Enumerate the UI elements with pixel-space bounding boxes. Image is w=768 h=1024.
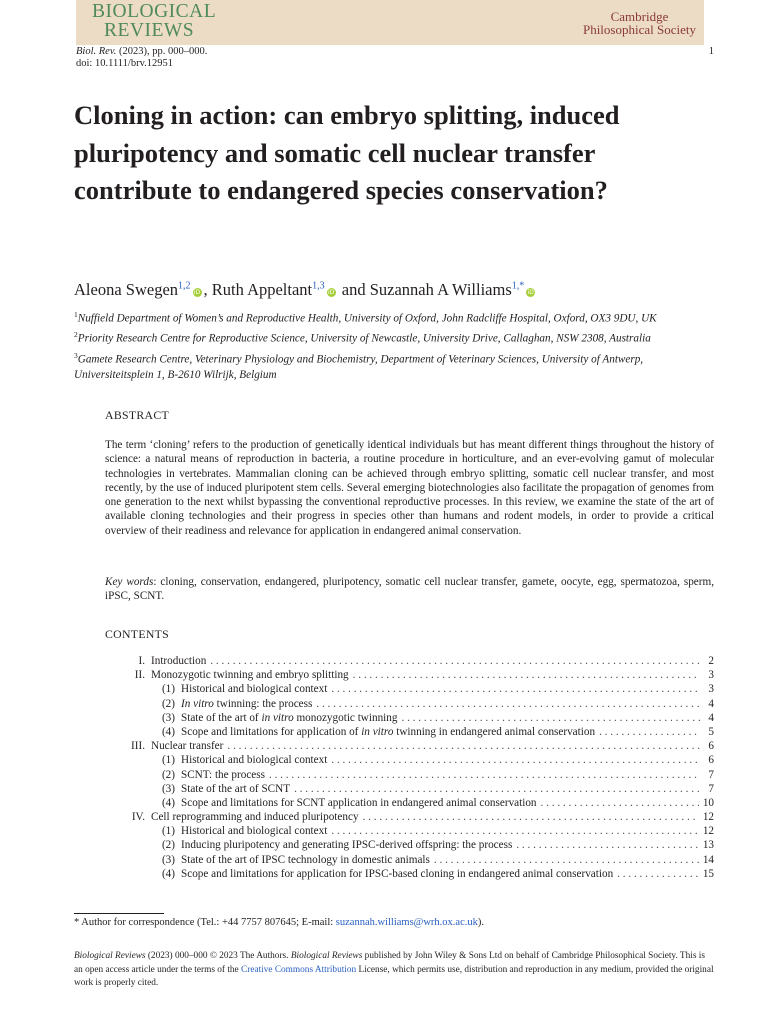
journal-logo[interactable] <box>92 2 216 40</box>
toc-leader-dots <box>210 654 700 668</box>
toc-entry-number: (3) <box>161 782 175 795</box>
toc-leader-dots <box>353 668 700 682</box>
toc-entry-title-part: Monozygotic twinning and embryo splitting <box>151 669 349 682</box>
toc-entry-number: (2) <box>161 697 175 710</box>
footnote-text: * Author for correspondence (Tel.: +44 7757 807645; E-mail: <box>74 917 336 928</box>
orcid-icon[interactable]: iD <box>527 289 534 296</box>
license-journal: Biological Reviews <box>74 951 146 961</box>
society-name-line2: Philosophical Society <box>582 22 696 37</box>
journal-banner <box>76 0 704 45</box>
toc-entry[interactable] <box>105 838 714 852</box>
affiliation-number: 3 <box>74 350 78 360</box>
toc-entry[interactable] <box>105 867 714 881</box>
abstract-heading: ABSTRACT <box>105 408 170 422</box>
toc-leader-dots <box>401 711 700 725</box>
author-affiliation-ref[interactable]: 1,* <box>511 280 525 292</box>
license-journal-2: Biological Reviews <box>290 951 363 961</box>
toc-leader-dots <box>434 853 699 867</box>
toc-entry-title <box>181 867 613 881</box>
toc-entry-title-part: in vitro <box>361 725 394 738</box>
toc-entry-number: I. <box>138 655 145 667</box>
toc-entry-title <box>181 711 397 725</box>
toc-entry-title-part: Nuclear transfer <box>151 740 224 753</box>
toc-entry-number: (3) <box>161 711 175 724</box>
toc-entry[interactable] <box>105 824 714 838</box>
toc-leader-dots <box>541 796 699 810</box>
abstract-text: The term ‘cloning’ refers to the production of genetically identical individuals but has meant different things throughout the history of science: a natural means of reproduction in bacteria, a routine procedure in horticulture, and an ever-evolving gamut of molecular technologies in vertebrates. Mammalian cloning can be achieved through embryo splitting, somatic cell nuclear transfer, and most recently, by the use of induced pluripotent stem cells. Several emerging biotechnologies also facilitate the propagation of genomes from one generation to the next whilst bypassing the conventional reproductive processes. In this review, we examine the state of the art of available cloning technologies and their progress in species other than humans and rodent models, in order to provide a critical overview of their readiness and relevance for application in endangered animal conservation. <box>105 439 714 537</box>
toc-entry-number: IV. <box>131 811 145 824</box>
affiliation-number: 1 <box>74 310 78 319</box>
toc-entry-number: (1) <box>161 825 175 838</box>
author-name: Suzannah A Williams <box>369 280 512 299</box>
toc-leader-dots <box>316 697 700 711</box>
citation-info <box>76 46 207 70</box>
affiliation-number: 2 <box>74 330 78 340</box>
toc-entry-number: (4) <box>161 725 175 738</box>
toc-leader-dots <box>294 782 700 796</box>
footnote-divider <box>74 913 164 914</box>
toc-entry-title <box>151 739 223 753</box>
author-list <box>74 280 537 300</box>
toc-entry-page: 12 <box>702 825 714 838</box>
license-text-1: (2023) 000–000 © 2023 The Authors. <box>145 951 291 961</box>
toc-entry[interactable] <box>105 739 714 753</box>
author-separator: and <box>337 280 370 299</box>
toc-entry-title <box>181 725 595 739</box>
article-title: Cloning in action: can embryo splitting, induced pluripotency and somatic cell nuclear transfer contribute to endangered species conservation? <box>74 100 620 205</box>
toc-entry-title <box>151 654 206 668</box>
author-affiliation-ref[interactable]: 1,2 <box>178 280 191 292</box>
toc-entry-title-part: Scope and limitations for application for IPSC-based cloning in endangered animal conservation <box>181 867 614 880</box>
table-of-contents <box>105 654 714 881</box>
keywords-text: : cloning, conservation, endangered, pluripotency, somatic cell nuclear transfer, gamete, oocyte, egg, spermatozoa, sperm, iPSC, SCNT. <box>105 576 714 603</box>
society-name-line1: Cambridge <box>610 9 669 24</box>
toc-entry-page: 6 <box>708 740 714 753</box>
affiliation <box>74 307 714 327</box>
journal-name-line2: REVIEWS <box>104 20 195 41</box>
author-name: Aleona Swegen <box>74 280 179 299</box>
toc-entry-number: (4) <box>161 796 175 809</box>
contents-heading: CONTENTS <box>105 627 170 641</box>
toc-leader-dots <box>269 768 700 782</box>
toc-entry-title <box>181 753 327 767</box>
toc-entry[interactable] <box>105 654 714 668</box>
author-email-link[interactable]: suzannah.williams@wrh.ox.ac.uk <box>335 917 478 928</box>
toc-entry-page: 3 <box>708 683 714 696</box>
toc-entry-page: 2 <box>708 655 714 667</box>
toc-entry-title-part: Introduction <box>151 655 207 667</box>
toc-entry-title-part: twinning: the process <box>213 697 313 710</box>
footnote-end: ). <box>477 917 484 928</box>
toc-entry[interactable] <box>105 853 714 867</box>
toc-entry-page: 4 <box>708 697 714 710</box>
toc-entry-number: (2) <box>161 768 175 781</box>
toc-entry-title <box>151 810 359 824</box>
toc-entry-title-part: Historical and biological context <box>181 754 328 767</box>
license-text-3: License, which permits use, distribution and reproduction in any medium, provided the original work is properly cited. <box>74 964 714 988</box>
affiliation-list <box>74 307 714 384</box>
toc-entry-page: 14 <box>702 853 714 866</box>
toc-entry-title-part: Scope and limitations for SCNT application in endangered animal conservation <box>181 796 537 809</box>
toc-entry-page: 10 <box>702 796 714 809</box>
toc-entry-title-part: Inducing pluripotency and generating IPSC-derived offspring: the process <box>181 839 513 852</box>
toc-entry-title-part: In vitro <box>181 697 214 710</box>
citation-journal: Biol. Rev. <box>76 46 117 57</box>
toc-entry-title <box>181 682 327 696</box>
orcid-icon[interactable]: iD <box>193 289 201 296</box>
keywords-label: Key words <box>105 576 154 588</box>
toc-entry[interactable] <box>105 668 714 682</box>
toc-entry[interactable] <box>105 768 714 782</box>
toc-entry-page: 13 <box>702 839 714 852</box>
society-logo[interactable] <box>583 10 696 36</box>
toc-leader-dots <box>331 753 700 767</box>
orcid-icon[interactable]: iD <box>327 289 335 296</box>
toc-entry-title-part: in vitro <box>261 711 294 724</box>
affiliation <box>74 348 714 384</box>
citation-details: (2023), pp. 000–000. <box>116 46 208 57</box>
toc-entry-number: (1) <box>161 683 175 696</box>
license-statement <box>74 950 714 991</box>
author-affiliation-ref[interactable]: 1,3 <box>312 280 325 292</box>
toc-entry-page: 3 <box>708 669 714 682</box>
toc-leader-dots <box>516 838 699 852</box>
toc-entry[interactable] <box>105 810 714 824</box>
toc-entry[interactable] <box>105 682 714 696</box>
toc-entry-page: 15 <box>702 867 714 880</box>
toc-entry-number: (3) <box>161 853 175 866</box>
toc-entry-page: 5 <box>708 725 714 738</box>
toc-leader-dots <box>331 824 698 838</box>
affiliation <box>74 327 714 347</box>
toc-entry-title <box>181 768 265 782</box>
toc-entry[interactable] <box>105 782 714 796</box>
toc-entry-title-part: Historical and biological context <box>181 825 328 838</box>
toc-entry-page: 6 <box>708 754 714 767</box>
correspondence-footnote <box>74 917 484 928</box>
toc-entry-title <box>181 782 290 796</box>
toc-entry-page: 4 <box>708 711 714 724</box>
toc-entry-title <box>181 838 512 852</box>
toc-entry-page: 7 <box>708 768 714 781</box>
toc-entry-page: 12 <box>702 811 714 824</box>
toc-entry-title-part: twinning in endangered animal conservation <box>393 725 596 738</box>
toc-entry[interactable] <box>105 711 714 725</box>
toc-entry-title-part: Scope and limitations for application of <box>181 725 362 738</box>
toc-entry-title-part: Historical and biological context <box>181 683 328 696</box>
toc-entry-title-part: State of the art of IPSC technology in domestic animals <box>181 853 430 866</box>
license-text-2: published by John Wiley & Sons Ltd on behalf of Cambridge Philosophical Society. This is an open access article under the terms of the <box>74 951 705 975</box>
toc-entry-title <box>181 796 537 810</box>
toc-entry-title-part: State of the art of <box>181 711 262 724</box>
toc-leader-dots <box>363 810 699 824</box>
toc-entry-number: II. <box>134 669 145 682</box>
author-name: Ruth Appeltant <box>211 280 313 299</box>
toc-entry[interactable] <box>105 725 714 739</box>
affiliation-text: Priority Research Centre for Reproductive Science, University of Newcastle, University Drive, Callaghan, NSW 2308, Australia <box>77 333 651 346</box>
toc-entry-title <box>151 668 349 682</box>
page-number: 1 <box>708 46 714 57</box>
toc-entry-title-part: State of the art of SCNT <box>181 782 291 795</box>
toc-entry-title-part: SCNT: the process <box>181 768 265 781</box>
toc-entry-title <box>181 853 430 867</box>
toc-leader-dots <box>617 867 699 881</box>
toc-entry-title <box>181 824 327 838</box>
keywords <box>105 575 714 604</box>
toc-entry-title <box>181 697 312 711</box>
doi[interactable]: doi: 10.1111/brv.12951 <box>76 58 174 69</box>
toc-leader-dots <box>331 682 700 696</box>
journal-name-line1: BIOLOGICAL <box>92 1 217 22</box>
toc-entry[interactable] <box>105 753 714 767</box>
affiliation-text: Gamete Research Centre, Veterinary Physiology and Biochemistry, Department of Veterinary Sciences, University of Antwerp, Universiteitsplein 1, B-2610 Wilrijk, Belgium <box>74 353 644 382</box>
toc-entry[interactable] <box>105 796 714 810</box>
toc-entry-number: (2) <box>161 839 175 852</box>
toc-entry-page: 7 <box>708 782 714 795</box>
toc-entry[interactable] <box>105 697 714 711</box>
toc-entry-number: III. <box>131 740 145 753</box>
creative-commons-link[interactable]: Creative Commons Attribution <box>241 964 357 975</box>
toc-entry-number: (1) <box>161 754 175 767</box>
toc-entry-number: (4) <box>161 867 175 880</box>
author-separator: , <box>203 280 212 299</box>
toc-entry-title-part: Cell reprogramming and induced pluripotency <box>151 811 359 824</box>
affiliation-text: Nuffield Department of Women’s and Reproductive Health, University of Oxford, John Radcliffe Hospital, Oxford, OX3 9DU, UK <box>77 312 657 325</box>
toc-leader-dots <box>227 739 700 753</box>
toc-entry-title-part: monozygotic twinning <box>293 711 398 724</box>
toc-leader-dots <box>599 725 700 739</box>
